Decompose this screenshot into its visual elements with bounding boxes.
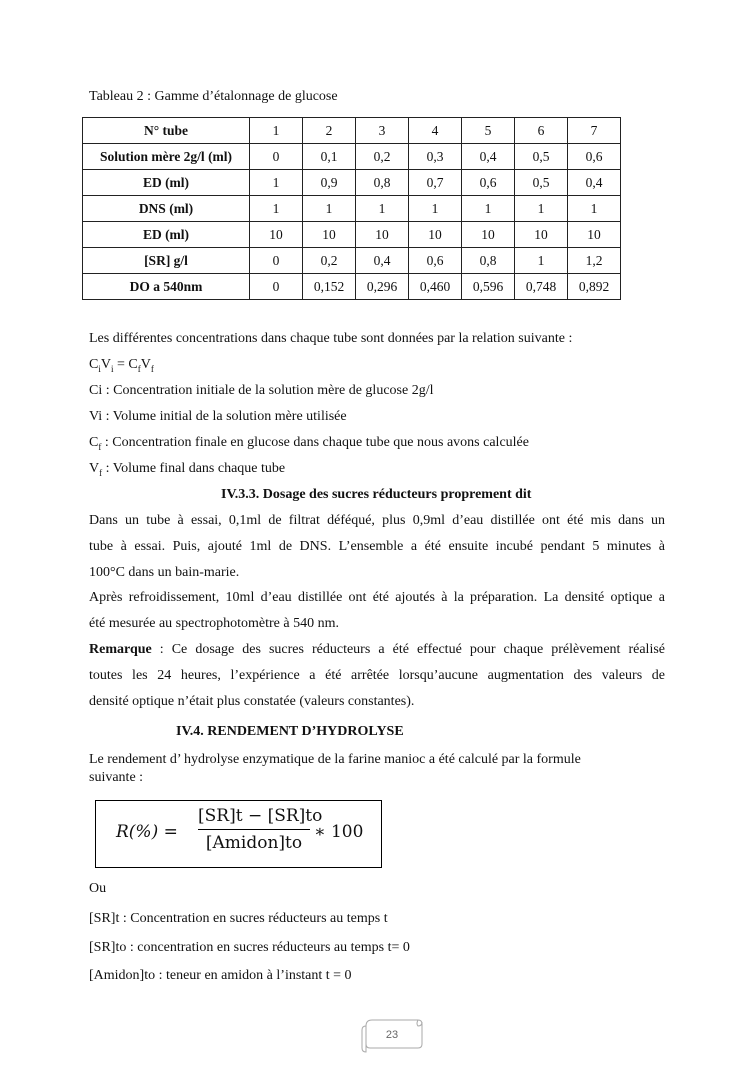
calibration-table xyxy=(82,117,621,300)
table-row xyxy=(83,274,621,300)
formula-fraction xyxy=(198,806,323,853)
section-title-rendement: IV.4. RENDEMENT D’HYDROLYSE xyxy=(176,724,404,739)
table-cell: 1 xyxy=(356,196,409,222)
table-cell: 10 xyxy=(250,222,303,248)
row-label: DO a 540nm xyxy=(83,274,250,300)
para2-line1: Après refroidissement, 10ml d’eau distillée ont été ajoutés à la préparation. La densité optique a xyxy=(89,590,665,605)
table-cell: 10 xyxy=(409,222,462,248)
table-cell: 4 xyxy=(409,118,462,144)
table-cell: 0,8 xyxy=(462,248,515,274)
table-cell: 0,1 xyxy=(303,144,356,170)
fraction-bar xyxy=(198,829,310,830)
table-cell: 0,2 xyxy=(356,144,409,170)
para3-line1: Remarque : Ce dosage des sucres réducteurs a été effectué pour chaque prélèvement réalisé xyxy=(89,642,665,657)
formula-numerator: [SR]t − [SR]to xyxy=(198,806,323,826)
remark-label: Remarque xyxy=(89,642,152,657)
table-cell: 1,2 xyxy=(568,248,621,274)
formula-rhs: ∗ 100 xyxy=(314,822,364,842)
table-cell: 0,2 xyxy=(303,248,356,274)
table-cell: 0,4 xyxy=(568,170,621,196)
table-cell: 3 xyxy=(356,118,409,144)
section-title-dosage: IV.3.3. Dosage des sucres réducteurs proprement dit xyxy=(221,487,532,502)
table-cell: 6 xyxy=(515,118,568,144)
table-row xyxy=(83,196,621,222)
table-cell: 2 xyxy=(303,118,356,144)
def-vf: $V_f$ : Volume final dans chaque tube xyxy=(89,461,286,478)
page-number-scroll xyxy=(360,1018,424,1054)
table-cell: 0 xyxy=(250,274,303,300)
relation-intro: Les différentes concentrations dans chaque tube sont données par la relation suivante : xyxy=(89,331,573,346)
table-cell: 10 xyxy=(462,222,515,248)
table-cell: 7 xyxy=(568,118,621,144)
table-row xyxy=(83,144,621,170)
legend-srto: [SR]to : concentration en sucres réducteurs au temps t= 0 xyxy=(89,940,410,955)
def-ci: Ci : Concentration initiale de la solution mère de glucose 2g/l xyxy=(89,383,434,398)
table-cell: 5 xyxy=(462,118,515,144)
table-cell: 0,748 xyxy=(515,274,568,300)
para3-line2: toutes les 24 heures, l’expérience a été arrêtée lorsqu’aucune augmentation des valeurs de xyxy=(89,668,665,683)
table-cell: 0,596 xyxy=(462,274,515,300)
table-cell: 1 xyxy=(250,196,303,222)
table-cell: 1 xyxy=(409,196,462,222)
formula-lhs: R(%) = xyxy=(116,822,178,842)
table-cell: 0,5 xyxy=(515,144,568,170)
para1-line2: tube à essai. Puis, ajouté 1ml de DNS. L’ensemble a été ensuite incubé pendant 5 minutes à xyxy=(89,539,665,554)
table-cell: 0,9 xyxy=(303,170,356,196)
para3-line3: densité optique n’était plus constatée (valeurs constantes). xyxy=(89,694,415,709)
relation-formula: $C_iV_i = C_fV_f$ xyxy=(89,357,154,374)
table-cell: 0,6 xyxy=(568,144,621,170)
table-row xyxy=(83,222,621,248)
table-cell: 1 xyxy=(250,118,303,144)
para2-line2: été mesurée au spectrophotomètre à 540 nm. xyxy=(89,616,339,631)
para4-line1: Le rendement d’ hydrolyse enzymatique de la farine manioc a été calculé par la formule xyxy=(89,752,581,767)
para1-line3: 100°C dans un bain-marie. xyxy=(89,565,240,580)
table-cell: 10 xyxy=(356,222,409,248)
table-cell: 1 xyxy=(462,196,515,222)
formula-box xyxy=(95,800,382,868)
table-cell: 0,892 xyxy=(568,274,621,300)
table-row xyxy=(83,170,621,196)
ou-label: Ou xyxy=(89,881,107,896)
row-label: DNS (ml) xyxy=(83,196,250,222)
legend-srt: [SR]t : Concentration en sucres réducteurs au temps t xyxy=(89,911,388,926)
formula-denominator: [Amidon]to xyxy=(205,833,303,853)
row-label: N° tube xyxy=(83,118,250,144)
row-label: [SR] g/l xyxy=(83,248,250,274)
table-cell: 0,296 xyxy=(356,274,409,300)
row-label: Solution mère 2g/l (ml) xyxy=(83,144,250,170)
para4-line2: suivante : xyxy=(89,770,144,785)
table-cell: 10 xyxy=(568,222,621,248)
table-cell: 0,5 xyxy=(515,170,568,196)
table-caption: Tableau 2 : Gamme d’étalonnage de glucose xyxy=(89,89,338,104)
table-cell: 0,460 xyxy=(409,274,462,300)
row-label: ED (ml) xyxy=(83,170,250,196)
table-cell: 1 xyxy=(568,196,621,222)
page-number: 23 xyxy=(385,1029,399,1041)
table-cell: 10 xyxy=(515,222,568,248)
table-cell: 0 xyxy=(250,248,303,274)
table-cell: 1 xyxy=(515,196,568,222)
row-label: ED (ml) xyxy=(83,222,250,248)
table-cell: 0,7 xyxy=(409,170,462,196)
table-cell: 10 xyxy=(303,222,356,248)
table-cell: 0,3 xyxy=(409,144,462,170)
legend-amidon: [Amidon]to : teneur en amidon à l’instant t = 0 xyxy=(89,968,352,983)
table-cell: 0,6 xyxy=(409,248,462,274)
table-cell: 0,4 xyxy=(462,144,515,170)
para1-line1: Dans un tube à essai, 0,1ml de filtrat déféqué, plus 0,9ml d’eau distillée ont été mis dans un xyxy=(89,513,665,528)
def-vi: Vi : Volume initial de la solution mère utilisée xyxy=(89,409,347,424)
table-row xyxy=(83,118,621,144)
table-cell: 1 xyxy=(303,196,356,222)
table-cell: 1 xyxy=(515,248,568,274)
table-cell: 1 xyxy=(250,170,303,196)
table-cell: 0,8 xyxy=(356,170,409,196)
table-row xyxy=(83,248,621,274)
table-cell: 0,152 xyxy=(303,274,356,300)
def-cf: $C_f$ : Concentration finale en glucose dans chaque tube que nous avons calculée xyxy=(89,435,529,452)
table-cell: 0,6 xyxy=(462,170,515,196)
table-cell: 0,4 xyxy=(356,248,409,274)
table-cell: 0 xyxy=(250,144,303,170)
